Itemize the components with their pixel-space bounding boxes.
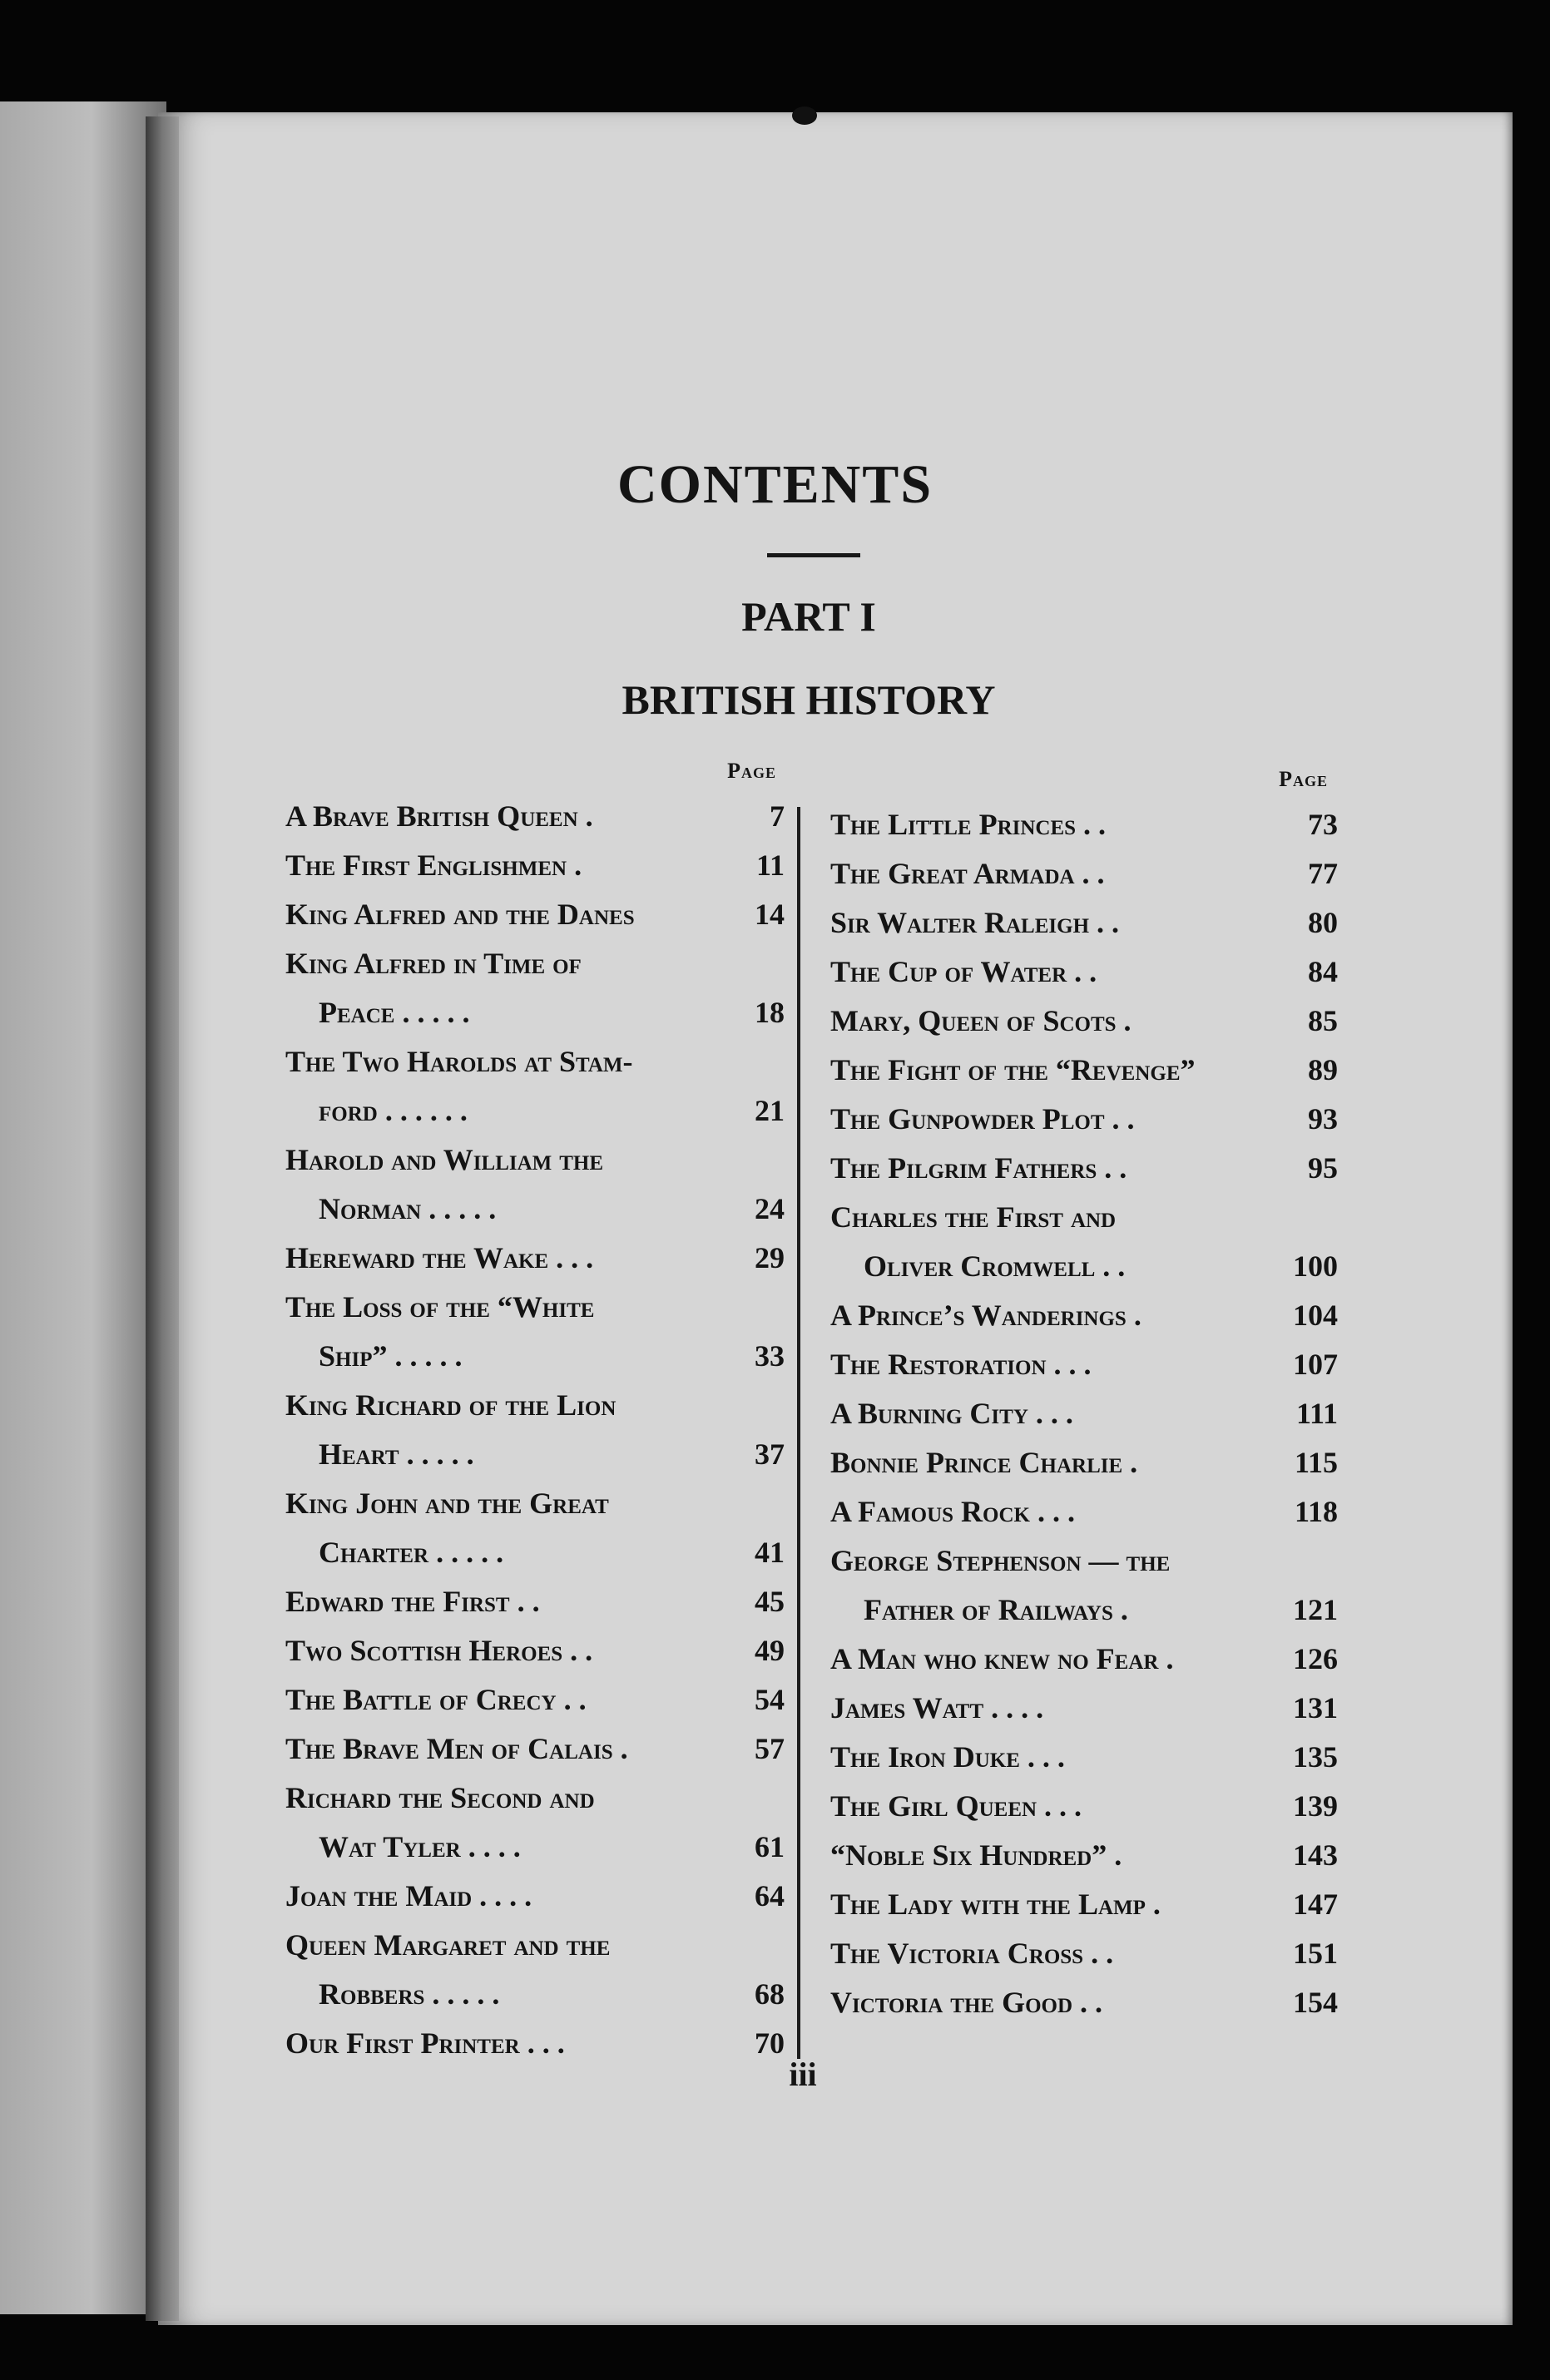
- entry-title-line: The Brave Men of Calais .: [285, 1732, 628, 1765]
- entry-title-line: Mary, Queen of Scots .: [830, 1004, 1132, 1037]
- entry-page-number: 85: [1308, 1004, 1338, 1037]
- entry-title-line: Heart . . . . .: [319, 1437, 474, 1471]
- entry-page-number: 37: [755, 1437, 785, 1471]
- entry-title-line: The Pilgrim Fathers . .: [830, 1151, 1127, 1185]
- entry-title-line: The Lady with the Lamp .: [830, 1888, 1161, 1921]
- entry-page-number: 118: [1294, 1495, 1338, 1528]
- contents-entry: [830, 1684, 1338, 1733]
- entry-page-number: 151: [1293, 1937, 1338, 1970]
- entry-page-number: 77: [1308, 857, 1338, 890]
- contents-entry: [830, 948, 1338, 997]
- entry-page-number: 73: [1308, 808, 1338, 841]
- entry-page-number: 21: [755, 1094, 785, 1127]
- contents-entry: [830, 849, 1338, 898]
- entry-page-number: 70: [755, 2026, 785, 2060]
- entry-title-line: King Alfred and the Danes: [285, 898, 635, 931]
- entry-page-number: 121: [1293, 1593, 1338, 1626]
- entry-title-line: King Alfred in Time of: [285, 947, 582, 980]
- entry-title-line: Father of Railways .: [864, 1593, 1128, 1626]
- contents-entry: [830, 1782, 1338, 1831]
- contents-entry: [285, 1872, 785, 1921]
- entry-page-number: 80: [1308, 906, 1338, 939]
- column-divider: [797, 807, 800, 2059]
- contents-entry: [830, 1193, 1338, 1291]
- heading-rule: [767, 553, 860, 557]
- contents-entry: [830, 1340, 1338, 1389]
- entry-title-line: Charter . . . . .: [319, 1536, 504, 1569]
- contents-entry: [830, 800, 1338, 849]
- entry-title-line: “Noble Six Hundred” .: [830, 1838, 1122, 1872]
- contents-entry: [285, 792, 785, 841]
- contents-entry: [285, 1283, 785, 1381]
- entry-page-number: 84: [1308, 955, 1338, 988]
- entry-title-line: The Fight of the “Revenge”: [830, 1053, 1196, 1086]
- entry-page-number: 100: [1293, 1249, 1338, 1283]
- contents-entry: [830, 997, 1338, 1046]
- entry-title-line: The Great Armada . .: [830, 857, 1105, 890]
- entry-title-line: The Victoria Cross . .: [830, 1937, 1114, 1970]
- contents-entry: [830, 1831, 1338, 1880]
- entry-title-line: James Watt . . . .: [830, 1691, 1044, 1724]
- entry-title-line: A Burning City . . .: [830, 1397, 1073, 1430]
- contents-entry: [285, 1921, 785, 2019]
- contents-entry: [830, 898, 1338, 948]
- entry-page-number: 57: [755, 1732, 785, 1765]
- entry-page-number: 104: [1293, 1299, 1338, 1332]
- contents-entry: [285, 1724, 785, 1774]
- entry-title-line: A Famous Rock . . .: [830, 1495, 1075, 1528]
- entry-title-line: Wat Tyler . . . .: [319, 1830, 521, 1863]
- contents-entry: [285, 841, 785, 890]
- entry-page-number: 89: [1308, 1053, 1338, 1086]
- entry-page-number: 7: [770, 799, 785, 833]
- entry-page-number: 95: [1308, 1151, 1338, 1185]
- entry-title-line: George Stephenson — the: [830, 1544, 1171, 1577]
- entry-page-number: 61: [755, 1830, 785, 1863]
- contents-entry: [285, 1234, 785, 1283]
- entry-title-line: The Cup of Water . .: [830, 955, 1097, 988]
- contents-entry: [830, 1929, 1338, 1978]
- entry-page-number: 115: [1294, 1446, 1338, 1479]
- ink-mark: [792, 106, 817, 125]
- contents-entry: [830, 1635, 1338, 1684]
- entry-title-line: The Loss of the “White: [285, 1290, 595, 1324]
- entry-title-line: King John and the Great: [285, 1487, 609, 1520]
- entry-title-line: The Iron Duke . . .: [830, 1740, 1065, 1774]
- entry-page-number: 93: [1308, 1102, 1338, 1136]
- entry-list-right: [830, 800, 1338, 2027]
- contents-entry: [830, 1144, 1338, 1193]
- entry-title-line: Harold and William the: [285, 1143, 604, 1176]
- entry-title-line: The Battle of Crecy . .: [285, 1683, 587, 1716]
- contents-entry: [285, 1136, 785, 1234]
- entry-title-line: The Two Harolds at Stam-: [285, 1045, 633, 1078]
- contents-heading: CONTENTS: [617, 454, 933, 515]
- contents-entry: [285, 1626, 785, 1675]
- part-heading: PART I: [741, 593, 876, 640]
- entry-title-line: Richard the Second and: [285, 1781, 595, 1814]
- contents-entry: [285, 939, 785, 1037]
- entry-title-line: King Richard of the Lion: [285, 1388, 617, 1422]
- entry-title-line: Queen Margaret and the: [285, 1928, 611, 1962]
- entry-title-line: Oliver Cromwell . .: [864, 1249, 1126, 1283]
- entry-page-number: 64: [755, 1879, 785, 1912]
- entry-page-number: 41: [755, 1536, 785, 1569]
- contents-column-right: [830, 767, 1338, 2027]
- entry-title-line: Joan the Maid . . . .: [285, 1879, 532, 1912]
- entry-title-line: Ship” . . . . .: [319, 1339, 463, 1373]
- page-column-label: Page: [727, 759, 776, 783]
- entry-title-line: Norman . . . . .: [319, 1192, 497, 1225]
- entry-page-number: 14: [755, 898, 785, 931]
- entry-page-number: 33: [755, 1339, 785, 1373]
- contents-entry: [285, 1577, 785, 1626]
- entry-page-number: 45: [755, 1585, 785, 1618]
- contents-entry: [830, 1536, 1338, 1635]
- entry-title-line: The Girl Queen . . .: [830, 1789, 1082, 1823]
- entry-title-line: The Gunpowder Plot . .: [830, 1102, 1135, 1136]
- entry-page-number: 49: [755, 1634, 785, 1667]
- entry-page-number: 131: [1293, 1691, 1338, 1724]
- entry-title-line: A Brave British Queen .: [285, 799, 593, 833]
- entry-page-number: 68: [755, 1977, 785, 2011]
- contents-entry: [285, 1479, 785, 1577]
- contents-entry: [830, 1095, 1338, 1144]
- entry-page-number: 18: [755, 996, 785, 1029]
- entry-title-line: Hereward the Wake . . .: [285, 1241, 594, 1274]
- section-heading: BRITISH HISTORY: [621, 676, 996, 723]
- page-column-label: Page: [1279, 767, 1328, 791]
- contents-entry: [285, 1381, 785, 1479]
- contents-entry: [830, 1438, 1338, 1487]
- entry-page-number: 11: [755, 849, 785, 882]
- entry-page-number: 107: [1293, 1348, 1338, 1381]
- facing-page-edge: [0, 101, 166, 2314]
- entry-page-number: 24: [755, 1192, 785, 1225]
- entry-page-number: 29: [755, 1241, 785, 1274]
- contents-entry: [830, 1880, 1338, 1929]
- entry-page-number: 54: [755, 1683, 785, 1716]
- entry-title-line: Our First Printer . . .: [285, 2026, 565, 2060]
- contents-entry: [830, 1978, 1338, 2027]
- entry-title-line: Edward the First . .: [285, 1585, 540, 1618]
- contents-entry: [830, 1733, 1338, 1782]
- entry-title-line: Sir Walter Raleigh . .: [830, 906, 1120, 939]
- contents-entry: [285, 890, 785, 939]
- contents-entry: [285, 1675, 785, 1724]
- entry-title-line: Two Scottish Heroes . .: [285, 1634, 593, 1667]
- entry-title-line: The Restoration . . .: [830, 1348, 1092, 1381]
- entry-page-number: 126: [1293, 1642, 1338, 1675]
- entry-title-line: Robbers . . . . .: [319, 1977, 500, 2011]
- page-number: iii: [789, 2056, 817, 2093]
- entry-list-left: [285, 792, 785, 2068]
- contents-entry: [830, 1046, 1338, 1095]
- contents-entry: [830, 1291, 1338, 1340]
- entry-title-line: The First Englishmen .: [285, 849, 582, 882]
- contents-entry: [830, 1389, 1338, 1438]
- entry-title-line: Bonnie Prince Charlie .: [830, 1446, 1138, 1479]
- contents-column-left: [285, 759, 785, 2068]
- entry-page-number: 111: [1295, 1397, 1338, 1430]
- contents-entry: [285, 1037, 785, 1136]
- contents-entry: [285, 1774, 785, 1872]
- book-gutter: [146, 116, 179, 2321]
- entry-title-line: Victoria the Good . .: [830, 1986, 1103, 2019]
- entry-title-line: Charles the First and: [830, 1200, 1117, 1234]
- contents-entry: [830, 1487, 1338, 1536]
- entry-title-line: A Prince’s Wanderings .: [830, 1299, 1141, 1332]
- entry-page-number: 143: [1293, 1838, 1338, 1872]
- entry-page-number: 135: [1293, 1740, 1338, 1774]
- entry-title-line: Peace . . . . .: [319, 996, 470, 1029]
- entry-title-line: A Man who knew no Fear .: [830, 1642, 1174, 1675]
- entry-title-line: ford . . . . . .: [319, 1094, 468, 1127]
- entry-page-number: 147: [1293, 1888, 1338, 1921]
- entry-title-line: The Little Princes . .: [830, 808, 1107, 841]
- entry-page-number: 154: [1293, 1986, 1338, 2019]
- entry-page-number: 139: [1293, 1789, 1338, 1823]
